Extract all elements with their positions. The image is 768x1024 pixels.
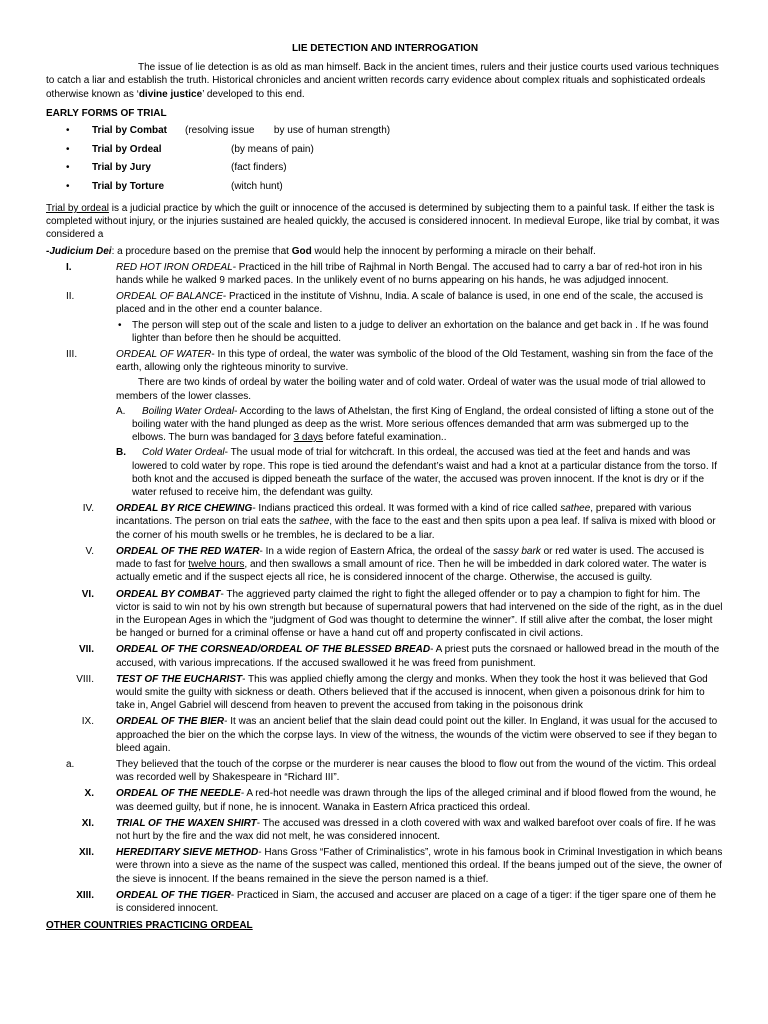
ordeal-text: - Indians practiced this ordeal. It was formed with a kind of rice called: [252, 503, 561, 515]
ordeal-text: - A priest puts the corsnaed or hallowed bread in the mouth of the accused, with various imprecations. If the accused swallowed it he was freed from punishment.: [116, 644, 720, 669]
ordeal-text: - In a wide region of Eastern Africa, the ordeal of the: [259, 545, 493, 557]
ordeal-item: [46, 643, 724, 669]
ordeal-number: XIII.: [76, 889, 94, 901]
ordeal-term: Trial by ordeal: [46, 203, 109, 215]
ordeal-item: [46, 348, 724, 499]
ordeal-item: [46, 817, 724, 843]
ordeal-text: - The accused was dressed in a cloth covered with wax and walked barefoot over coals of fire. If he was not hurt by the fire and the wax did not melt, he was considered innocent.: [116, 817, 716, 842]
ordeal-text: , prepared with various incantations. The person on trial eats the: [116, 503, 692, 528]
trial-desc: (by means of pain): [231, 143, 314, 155]
ordeal-text: - This was applied chiefly among the clergy and monks. When they took the host it was believed that God would smite the guilty with sickness or death. Others believed that if the accused is innocent, when given a poisonous drink for him to take in, Angel Gabriel will descend from heaven to prevent the accused from taking in the poisonous drink: [116, 673, 708, 712]
ordeal-number: X.: [84, 788, 94, 800]
ordeal-title: ORDEAL OF THE BIER: [116, 716, 225, 728]
sub-item-boiling-water: [116, 405, 724, 445]
ordeal-text: - The aggrieved party claimed the right to fight the alleged offender or to pay a champion to fight for him. The victor is said to win not by his own strength but because of supernatural powers that had intervened on the side of the right, as in the duel in the European Ages in which the “judgment of God was thought to determine the winner”. If still alive after the combat, the loser might be hanged or burned for a criminal offense or have a hand cut off and property confiscated in civil actions.: [116, 588, 723, 640]
sub-text: They believed that the touch of the corpse or the murderer is near causes the blood to flow out from the wound of the victim. This ordeal was recorded well by Shakespeare in “Richard III”.: [116, 758, 717, 784]
judicium-text: : a procedure based on the premise that: [111, 245, 292, 257]
ordeal-number: VII.: [78, 644, 94, 656]
ordeal-title: HEREDITARY SIEVE METHOD: [116, 847, 259, 859]
ordeal-item: [46, 545, 724, 585]
ordeal-text: - In this type of ordeal, the water was symbolic of the blood of the Old Testament, washing sin from the face of the earth, allowing only the righteous minority to survive.: [116, 349, 714, 374]
ordeal-text: or red water is used. The accused is made to fast for: [116, 545, 705, 571]
judicium-term: -Judicium Dei: [46, 245, 112, 257]
ordeal-number: II.: [66, 291, 75, 303]
sub-title: Cold Water Ordeal: [142, 447, 225, 459]
ordeal-text: - Practiced in the hill tribe of Rajhmal in North Bengal. The accused had to carry a bar of red-hot iron in his hands while he walked 9 marked paces. In the unlikely event of no burns appearing on his hands, he was adjudged innocent.: [116, 261, 703, 287]
ordeal-definition: [46, 202, 724, 242]
intro-paragraph: [46, 61, 724, 101]
ordeal-item: [46, 889, 724, 915]
ordeal-text: - Practiced in the institute of Vishnu, India. A scale of balance is used, in one end of the scale, the accused is placed and in the other end a counter balance.: [116, 291, 704, 316]
judicium-text-end: would help the innocent by performing a miracle on their behalf.: [311, 245, 596, 257]
ordeal-title: ORDEAL OF THE CORSNEAD/ORDEAL OF THE BLESSED BREAD: [116, 644, 431, 656]
god-term: God: [291, 245, 312, 257]
intro-text: The issue of lie detection is as old as man himself. Back in the ancient times, rulers and their justice courts used various techniques to catch a liar and establish the truth. Historical chronicles and ancient written records carry evidence about complex rituals and sophisticated ordeals otherwise known as ‘: [46, 62, 719, 100]
ordeal-item: [46, 502, 724, 542]
divine-justice-term: divine justice: [138, 88, 203, 100]
other-countries-heading: OTHER COUNTRIES PRACTICING ORDEAL: [46, 920, 253, 932]
ordeal-title: ORDEAL BY RICE CHEWING: [116, 503, 253, 515]
twelve-hours-term: twelve hours: [188, 559, 245, 571]
water-paragraph: There are two kinds of ordeal by water the boiling water and of cold water. Ordeal of water was the usual mode of trial allowed to members of the lower classes.: [116, 377, 706, 402]
ordeal-bullet: • The person will step out of the scale and listen to a judge to deliver an exhortation on the balance and get back in . If he was found lighter than before then he should be acquitted.: [116, 319, 724, 345]
sub-marker: a.: [66, 758, 75, 770]
trial-name: Trial by Combat: [92, 125, 168, 137]
sassy-bark-term: sassy bark: [493, 545, 541, 557]
ordeal-text: , with the face to the east and then spits upon a pea leaf. If saliva is mixed with blood or the corner of his mouth swells or he trembles, he is declared to be a liar.: [116, 516, 716, 541]
sub-marker: B.: [116, 447, 126, 459]
ordeal-item: [46, 715, 724, 755]
sub-title: Boiling Water Ordeal: [142, 405, 235, 417]
ordeal-title: RED HOT IRON ORDEAL: [116, 261, 233, 273]
ordeal-number: XII.: [78, 847, 94, 859]
trial-desc: (fact finders): [231, 162, 287, 174]
ordeal-text: - It was an ancient belief that the slain dead could point out the killer. In England, it was usual for the accused to approached the bier on the which the corpse lays. In view of the witness, the wounds of the victim were observed to see if they began to bleed again.: [116, 716, 718, 754]
ordeal-title: ORDEAL OF THE RED WATER: [116, 545, 260, 557]
early-forms-heading: EARLY FORMS OF TRIAL: [46, 107, 167, 119]
trial-desc: (resolving issue by use of human strength): [185, 125, 391, 137]
page-title: LIE DETECTION AND INTERROGATION: [291, 43, 479, 54]
ordeal-number: IX.: [81, 716, 94, 728]
list-item: [46, 161, 724, 180]
sub-text-end: before fateful examination..: [323, 432, 447, 444]
sub-marker: A.: [116, 405, 126, 417]
list-item: [46, 124, 724, 143]
ordeal-number: VI.: [81, 588, 94, 600]
ordeal-text: , and then swallows a small amount of rice. Then he will be imbedded in dark colored water. The water is actually emetic and if the suspect ejects all rice, he is considered innocent of the charge. Otherwise, the accused is guilty.: [116, 559, 707, 584]
list-item: [46, 180, 724, 199]
ordeal-title: ORDEAL OF THE NEEDLE: [116, 788, 241, 800]
ordeal-number: V.: [85, 545, 94, 557]
trial-forms-list: [46, 124, 724, 198]
ordeal-text: - Hans Gross “Father of Criminalistics”, wrote in his famous book in Criminal Investigation in which beans were thrown into a sieve as the name of the suspect was called, mentioned this ordeal. If the beans jumped out of the sieve, the owner of the sieve is innocent. If the beans remained in the sieve the person named is a thief.: [116, 847, 723, 885]
sub-item-a: [46, 758, 724, 784]
ordeal-def-text: is a judicial practice by which the guilt or innocence of the accused is determined by subjecting them to a painful task. If either the task is completed without injury, or the injuries sustained are healed quickly, the accused is considered innocent. In medieval Europe, like trial by combat, it was considered a: [46, 203, 720, 241]
ordeal-number: I.: [66, 261, 72, 273]
intro-text-end: ’ developed to this end.: [202, 88, 305, 100]
sathee-term: sathee: [299, 516, 330, 528]
ordeal-number: IV.: [82, 503, 94, 515]
trial-name: Trial by Jury: [92, 162, 151, 174]
ordeal-number: XI.: [81, 817, 94, 829]
sub-text: - According to the laws of Athelstan, the first King of England, the ordeal consisted of lifting a stone out of the boiling water with the hand plunged as deep as the wrist. More serious offences demanded that arm was submerged up to the elbows. The burn was bandaged for: [132, 405, 714, 444]
ordeal-item: [46, 588, 724, 641]
ordeal-title: ORDEAL OF BALANCE: [116, 291, 223, 303]
ordeal-text: - Practiced in Siam, the accused and accuser are placed on a cage of a tiger: if the tiger spare one of them he is considered innocent.: [116, 889, 717, 914]
sathee-term: sathee: [560, 503, 591, 515]
ordeal-number: VIII.: [76, 673, 94, 685]
ordeal-title: TRIAL OF THE WAXEN SHIRT: [116, 817, 257, 829]
ordeal-title: ORDEAL OF WATER: [116, 349, 212, 361]
trial-name: Trial by Torture: [92, 180, 165, 192]
list-item: [46, 143, 724, 162]
ordeal-item: [46, 261, 724, 287]
ordeal-item: [46, 673, 724, 713]
sub-item-cold-water: [116, 446, 724, 499]
ordeal-text: - A red-hot needle was drawn through the lips of the alleged criminal and if blood flowed from the wound, he was deemed guilty, but if none, he is innocent. Wanaka in Eastern Africa practiced this ordeal.: [116, 788, 717, 813]
ordeal-item: [46, 787, 724, 813]
ordeal-item: [46, 290, 724, 345]
three-days: 3 days: [293, 432, 324, 444]
judicium-dei: [46, 245, 724, 258]
ordeal-number: III.: [66, 349, 78, 361]
ordeal-title: ORDEAL OF THE TIGER: [116, 889, 231, 901]
ordeal-title: ORDEAL BY COMBAT: [116, 588, 221, 600]
trial-name: Trial by Ordeal: [92, 143, 162, 155]
ordeal-item: [46, 846, 724, 886]
sub-text: - The usual mode of trial for witchcraft. In this ordeal, the accused was tied at the feet and hands and was lowered to cold water by rope. This rope is tied around the defendant’s waist and had a knot at a particular distance from the torso. If both knot and the accused is dipped beneath the surface of the water, the accused was proven innocent. If the knot is dry or if the water refused to receive him, the defendant was guilty.: [132, 447, 717, 499]
trial-desc: (witch hunt): [231, 180, 283, 192]
ordeal-title: TEST OF THE EUCHARIST: [116, 673, 243, 685]
